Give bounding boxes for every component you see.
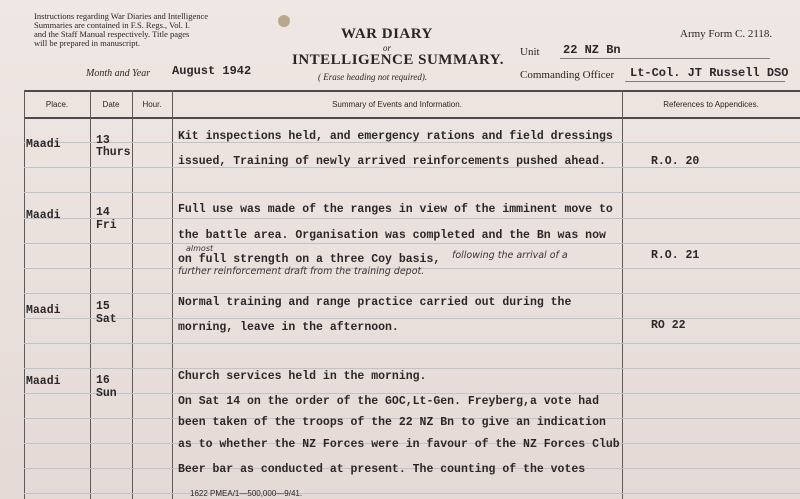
entry-summary-line: Church services held in the morning. bbox=[178, 370, 427, 383]
printer-code: 1622 PMEA/1—500,000—9/41. bbox=[190, 489, 303, 498]
entry-summary-line: morning, leave in the afternoon. bbox=[178, 321, 399, 334]
entry-reference: R.O. 21 bbox=[651, 249, 700, 262]
entry-date-day: Fri bbox=[96, 219, 117, 232]
entry-place: Maadi bbox=[26, 375, 61, 388]
ruled-line bbox=[24, 243, 800, 244]
entry-summary-line: issued, Training of newly arrived reinforcements pushed ahead. bbox=[178, 155, 606, 168]
ruled-line bbox=[24, 493, 800, 494]
col-header-references: References to Appendices. bbox=[663, 100, 759, 109]
entry-summary-line: as to whether the NZ Forces were in favour of the NZ Forces Club bbox=[178, 438, 620, 451]
instructions-line: and the Staff Manual respectively. Title pages bbox=[34, 29, 190, 39]
entry-summary-line: Normal training and range practice carried out during the bbox=[178, 296, 572, 309]
entry-reference: R.O. 20 bbox=[651, 155, 700, 168]
unit-label: Unit bbox=[520, 46, 540, 58]
month-year-label: Month and Year bbox=[86, 68, 151, 79]
entry-summary-line: the battle area. Organisation was completed and the Bn was now bbox=[178, 229, 606, 242]
entry-summary-line: On Sat 14 on the order of the GOC,Lt-Gen. Freyberg,a vote had bbox=[178, 395, 599, 408]
ruled-line bbox=[24, 192, 800, 193]
punch-hole bbox=[278, 15, 290, 27]
instructions-line: Summaries are contained in F.S. Regs., Vol. I. bbox=[34, 20, 191, 30]
unit-underline bbox=[560, 58, 770, 59]
entry-summary-line: Beer bar as conducted at present. The counting of the votes bbox=[178, 463, 586, 476]
entry-date-day: Thurs bbox=[96, 146, 131, 159]
entry-place: Maadi bbox=[26, 304, 61, 317]
entry-date-number: 14 bbox=[96, 206, 110, 219]
month-year-value: August 1942 bbox=[172, 64, 252, 78]
handwritten-continuation: following the arrival of a bbox=[452, 250, 568, 261]
entry-place: Maadi bbox=[26, 138, 61, 151]
erase-heading-note: ( Erase heading not required). bbox=[318, 72, 428, 82]
ruled-line bbox=[24, 393, 800, 394]
entry-reference: RO 22 bbox=[651, 319, 686, 332]
title-war-diary: WAR DIARY bbox=[341, 26, 433, 42]
col-header-place: Place. bbox=[45, 100, 69, 109]
title-or: or bbox=[383, 43, 392, 53]
entry-summary-line: on full strength on a three Coy basis, bbox=[178, 253, 441, 266]
entry-date-number: 13 bbox=[96, 134, 110, 147]
column-divider bbox=[90, 90, 91, 499]
ruled-line bbox=[24, 218, 800, 219]
entry-date-day: Sat bbox=[96, 313, 117, 326]
handwritten-insertion: almost bbox=[186, 244, 214, 253]
title-intelligence-summary: INTELLIGENCE SUMMARY. bbox=[292, 52, 504, 68]
col-header-summary: Summary of Events and Information. bbox=[332, 100, 462, 109]
instructions-line: will be prepared in manuscript. bbox=[34, 38, 140, 48]
instructions-line: Instructions regarding War Diaries and Intelligence bbox=[34, 11, 209, 21]
table-top-border bbox=[24, 90, 800, 92]
co-underline bbox=[625, 81, 785, 82]
col-header-hour: Hour. bbox=[142, 100, 162, 109]
column-divider bbox=[622, 90, 623, 499]
handwritten-continuation: further reinforcement draft from the training depot. bbox=[178, 266, 425, 277]
entry-place: Maadi bbox=[26, 209, 61, 222]
ruled-line bbox=[24, 368, 800, 369]
ruled-line bbox=[24, 343, 800, 344]
column-divider bbox=[172, 90, 173, 499]
entry-date-day: Sun bbox=[96, 387, 117, 400]
entry-summary-line: Full use was made of the ranges in view of the imminent move to bbox=[178, 203, 613, 216]
column-divider bbox=[132, 90, 133, 499]
unit-value: 22 NZ Bn bbox=[563, 43, 621, 57]
entry-summary-line: been taken of the troops of the 22 NZ Bn to give an indication bbox=[178, 416, 606, 429]
table-header-bottom bbox=[24, 117, 800, 119]
entry-date-number: 16 bbox=[96, 374, 110, 387]
entry-summary-line: Kit inspections held, and emergency rations and field dressings bbox=[178, 130, 613, 143]
ruled-line bbox=[24, 293, 800, 294]
army-form-number: Army Form C. 2118. bbox=[680, 28, 773, 40]
col-header-date: Date bbox=[102, 100, 120, 109]
column-divider bbox=[24, 90, 25, 499]
commanding-officer-value: Lt-Col. JT Russell DSO bbox=[630, 66, 789, 80]
commanding-officer-label: Commanding Officer bbox=[520, 69, 615, 81]
entry-date-number: 15 bbox=[96, 300, 110, 313]
